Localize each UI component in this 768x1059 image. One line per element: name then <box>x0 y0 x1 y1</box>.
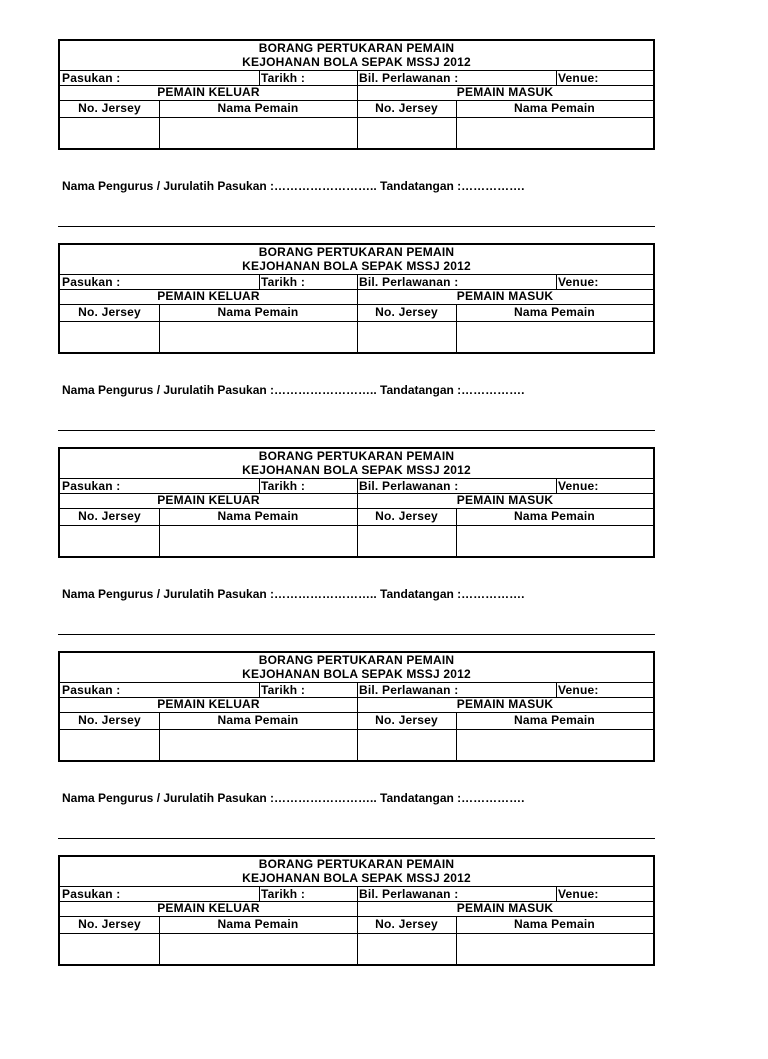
substitution-form-5 <box>0 855 768 1059</box>
masuk-jersey-header: No. Jersey <box>375 305 438 319</box>
form-title: BORANG PERTUKARAN PEMAIN <box>258 857 455 871</box>
substitution-form-3 <box>0 447 768 651</box>
bil-perlawanan-label: Bil. Perlawanan : <box>359 887 459 901</box>
pemain-masuk-header: PEMAIN MASUK <box>456 289 554 303</box>
cut-line <box>58 838 655 839</box>
cut-line <box>58 226 655 227</box>
keluar-nama-header: Nama Pemain <box>217 101 299 115</box>
bil-perlawanan-label: Bil. Perlawanan : <box>359 275 459 289</box>
masuk-jersey-header: No. Jersey <box>375 713 438 727</box>
masuk-nama-header: Nama Pemain <box>514 713 595 727</box>
signature-line: Nama Pengurus / Jurulatih Pasukan :…………………….. Tandatangan :……………. <box>62 383 525 397</box>
pemain-masuk-header: PEMAIN MASUK <box>456 697 554 711</box>
pasukan-label: Pasukan : <box>62 275 121 289</box>
tarikh-label: Tarikh : <box>261 275 306 289</box>
keluar-jersey-header: No. Jersey <box>78 713 141 727</box>
bil-perlawanan-label: Bil. Perlawanan : <box>359 479 459 493</box>
venue-label: Venue: <box>558 275 599 289</box>
pemain-keluar-header: PEMAIN KELUAR <box>157 85 260 99</box>
cut-line <box>58 430 655 431</box>
keluar-jersey-header: No. Jersey <box>78 101 141 115</box>
signature-line: Nama Pengurus / Jurulatih Pasukan :…………………….. Tandatangan :……………. <box>62 791 525 805</box>
masuk-nama-header: Nama Pemain <box>514 509 595 523</box>
masuk-jersey-header: No. Jersey <box>375 509 438 523</box>
tarikh-label: Tarikh : <box>261 887 306 901</box>
masuk-jersey-header: No. Jersey <box>375 101 438 115</box>
form-title: BORANG PERTUKARAN PEMAIN <box>258 245 455 259</box>
form-title: BORANG PERTUKARAN PEMAIN <box>258 41 455 55</box>
pemain-keluar-header: PEMAIN KELUAR <box>157 289 260 303</box>
bil-perlawanan-label: Bil. Perlawanan : <box>359 683 459 697</box>
pemain-masuk-header: PEMAIN MASUK <box>456 85 554 99</box>
venue-label: Venue: <box>558 887 599 901</box>
form-subtitle: KEJOHANAN BOLA SEPAK MSSJ 2012 <box>242 55 471 69</box>
keluar-nama-header: Nama Pemain <box>217 917 299 931</box>
pemain-masuk-header: PEMAIN MASUK <box>456 901 554 915</box>
venue-label: Venue: <box>558 479 599 493</box>
cut-line <box>58 634 655 635</box>
keluar-nama-header: Nama Pemain <box>217 509 299 523</box>
form-title: BORANG PERTUKARAN PEMAIN <box>258 449 455 463</box>
form-table <box>58 651 655 762</box>
form-table <box>58 447 655 558</box>
pasukan-label: Pasukan : <box>62 479 121 493</box>
tarikh-label: Tarikh : <box>261 479 306 493</box>
keluar-jersey-header: No. Jersey <box>78 509 141 523</box>
pemain-keluar-header: PEMAIN KELUAR <box>157 901 260 915</box>
form-subtitle: KEJOHANAN BOLA SEPAK MSSJ 2012 <box>242 871 471 885</box>
pasukan-label: Pasukan : <box>62 887 121 901</box>
keluar-jersey-header: No. Jersey <box>78 917 141 931</box>
masuk-nama-header: Nama Pemain <box>514 917 595 931</box>
form-subtitle: KEJOHANAN BOLA SEPAK MSSJ 2012 <box>242 259 471 273</box>
pemain-keluar-header: PEMAIN KELUAR <box>157 493 260 507</box>
form-subtitle: KEJOHANAN BOLA SEPAK MSSJ 2012 <box>242 667 471 681</box>
signature-line: Nama Pengurus / Jurulatih Pasukan :…………………….. Tandatangan :……………. <box>62 587 525 601</box>
masuk-jersey-header: No. Jersey <box>375 917 438 931</box>
bil-perlawanan-label: Bil. Perlawanan : <box>359 71 459 85</box>
form-subtitle: KEJOHANAN BOLA SEPAK MSSJ 2012 <box>242 463 471 477</box>
signature-line: Nama Pengurus / Jurulatih Pasukan :…………………….. Tandatangan :……………. <box>62 179 525 193</box>
substitution-form-4 <box>0 651 768 855</box>
venue-label: Venue: <box>558 71 599 85</box>
pemain-keluar-header: PEMAIN KELUAR <box>157 697 260 711</box>
masuk-nama-header: Nama Pemain <box>514 305 595 319</box>
tarikh-label: Tarikh : <box>261 683 306 697</box>
substitution-form-1 <box>0 39 768 243</box>
form-title: BORANG PERTUKARAN PEMAIN <box>258 653 455 667</box>
keluar-nama-header: Nama Pemain <box>217 713 299 727</box>
keluar-jersey-header: No. Jersey <box>78 305 141 319</box>
substitution-form-2 <box>0 243 768 447</box>
masuk-nama-header: Nama Pemain <box>514 101 595 115</box>
keluar-nama-header: Nama Pemain <box>217 305 299 319</box>
form-table <box>58 39 655 150</box>
pasukan-label: Pasukan : <box>62 71 121 85</box>
form-table <box>58 243 655 354</box>
venue-label: Venue: <box>558 683 599 697</box>
pemain-masuk-header: PEMAIN MASUK <box>456 493 554 507</box>
tarikh-label: Tarikh : <box>261 71 306 85</box>
pasukan-label: Pasukan : <box>62 683 121 697</box>
form-table <box>58 855 655 966</box>
